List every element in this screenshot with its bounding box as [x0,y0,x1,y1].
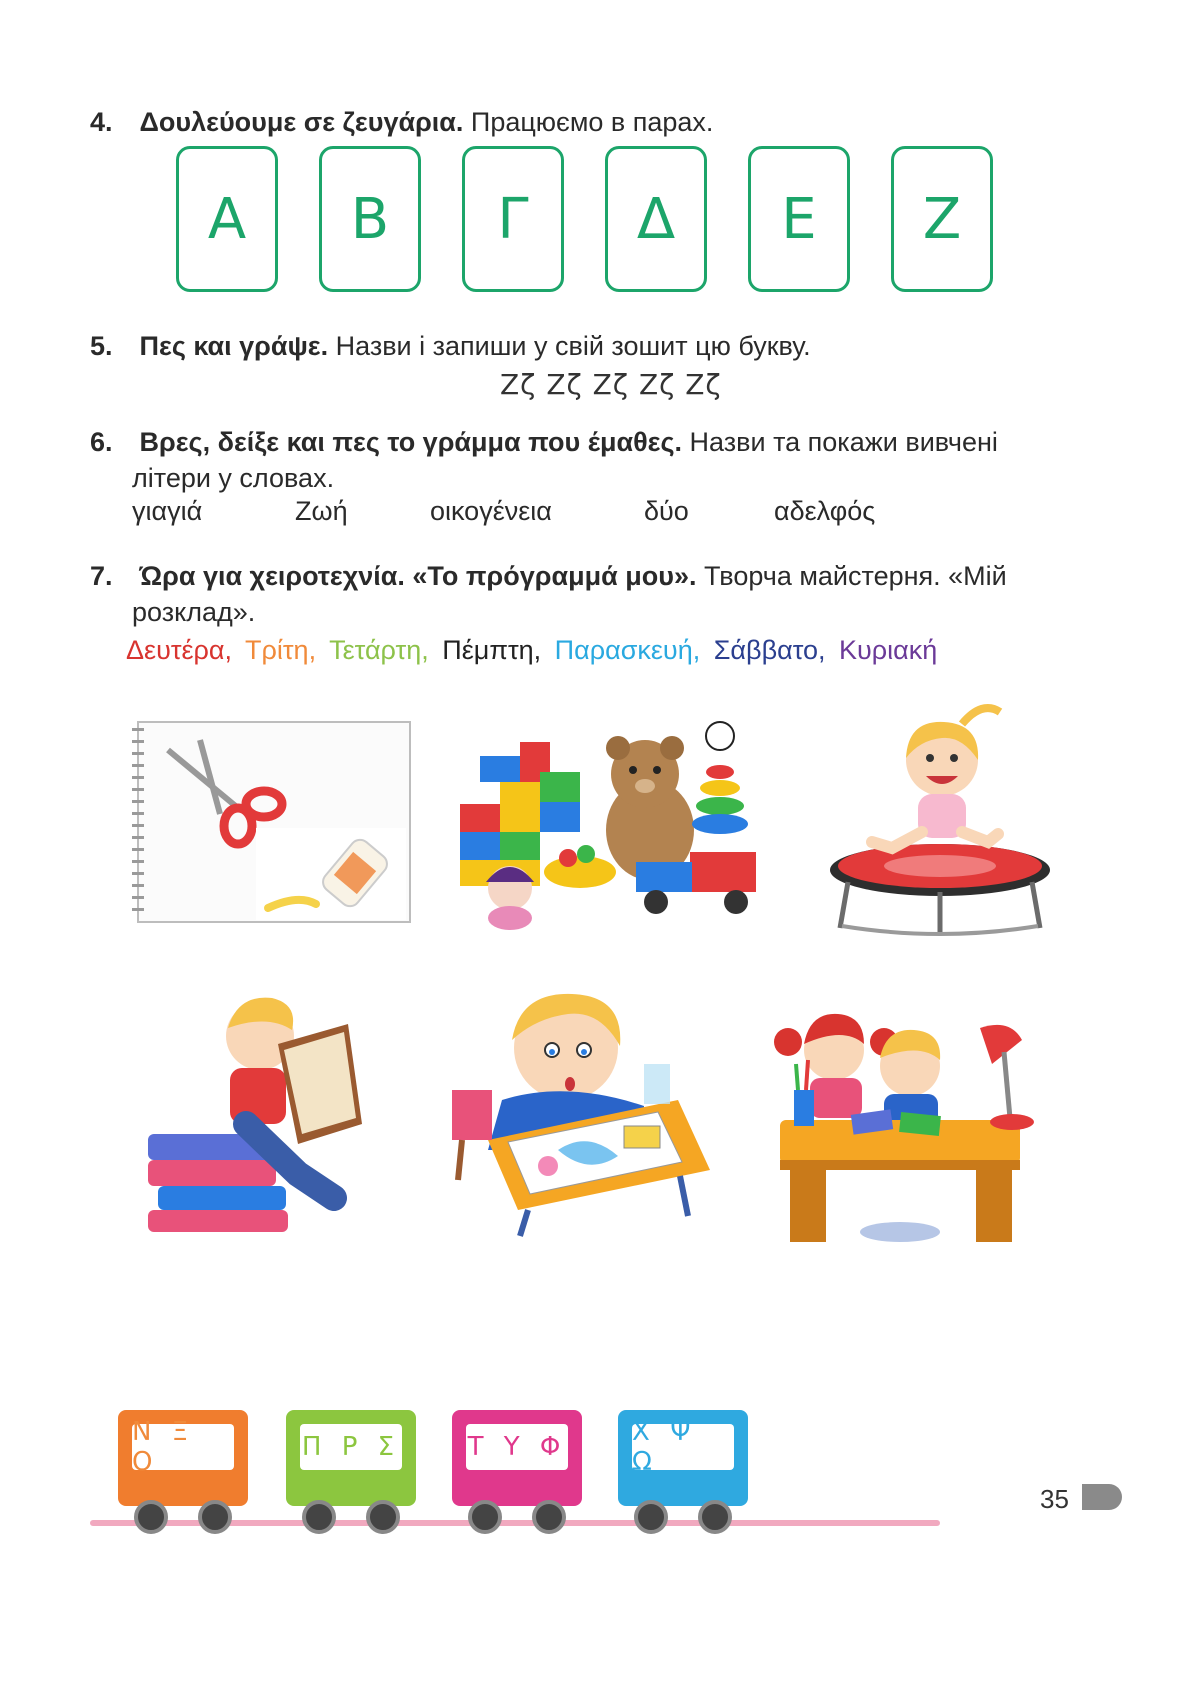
wheel [468,1500,502,1534]
wheel [302,1500,336,1534]
child-painting-illustration [448,980,718,1240]
task-5 [90,328,811,364]
weekday: Πέμπτη, [442,635,542,665]
wheel [532,1500,566,1534]
train-car [118,1410,248,1506]
train-car [286,1410,416,1506]
letter-card: Γ [462,146,564,292]
task-greek-instruction: Ώρα για χειροτεχνία. «Το πρόγραμμά μου». [139,561,697,591]
train-car-label: Ν Ξ Ο [132,1424,234,1470]
toys-illustration [440,712,760,932]
sketchbook-scissors-glue-illustration [128,718,418,928]
train-car-label: Χ Ψ Ω [632,1424,734,1470]
wheel [366,1500,400,1534]
page-number: 35 [1040,1484,1069,1514]
task-4 [90,104,713,140]
word: γιαγιά [132,496,203,526]
task-number: 6. [90,427,113,457]
weekday: Σάββατο, [713,635,826,665]
task-7 [90,558,1007,594]
task-number: 4. [90,107,113,137]
train-car [452,1410,582,1506]
task-greek-instruction: Πες και γράψε. [139,331,329,361]
wheel [698,1500,732,1534]
letter-cards [176,146,994,296]
wheel [634,1500,668,1534]
train-car-label: Π Ρ Σ [300,1424,402,1470]
task-ukrainian-instruction: Творча майстерня. «Мій [703,561,1007,591]
page-tab-marker [1082,1484,1122,1510]
weekday: Τρίτη, [245,635,317,665]
weekday: Παρασκευή, [554,635,701,665]
weekday: Τετάρτη, [329,635,429,665]
word: Ζωή [295,496,348,526]
task-ukrainian-instruction: Назви та покажи вивчені [689,427,998,457]
letter-card: Β [319,146,421,292]
task-greek-instruction: Βρες, δείξε και πες το γράμμα που έμαθες. [139,427,683,457]
letter-card: Ε [748,146,850,292]
task-ukrainian-instruction: Назви і запиши у свій зошит цю букву. [335,331,811,361]
wheel [134,1500,168,1534]
train-car [618,1410,748,1506]
letter-card: Δ [605,146,707,292]
zeta-letters: Ζζ Ζζ Ζζ Ζζ Ζζ [500,368,722,401]
word-list [132,496,892,532]
weekday: Κυριακή [839,635,938,665]
girl-trampoline-illustration [812,702,1072,938]
weekday: Δευτέρα, [126,635,233,665]
word: αδελφός [774,496,876,526]
task-greek-instruction: Δουλεύουμε σε ζευγάρια. [139,107,464,137]
boy-reading-on-books-illustration [148,984,378,1234]
task-number: 5. [90,331,113,361]
weekdays [126,632,937,668]
task-6 [90,424,998,460]
word: δύο [644,496,689,526]
word: οικογένεια [430,496,552,526]
letter-card: Ζ [891,146,993,292]
task-ukrainian-continuation: літери у словах. [132,463,335,493]
task-ukrainian-continuation: розклад». [132,597,256,627]
letter-card: Α [176,146,278,292]
wheel [198,1500,232,1534]
alphabet-train [90,1410,940,1540]
children-at-desk-illustration [760,994,1050,1248]
train-car-label: Τ Υ Φ [466,1424,568,1470]
task-number: 7. [90,561,113,591]
task-ukrainian-instruction: Працюємо в парах. [470,107,714,137]
